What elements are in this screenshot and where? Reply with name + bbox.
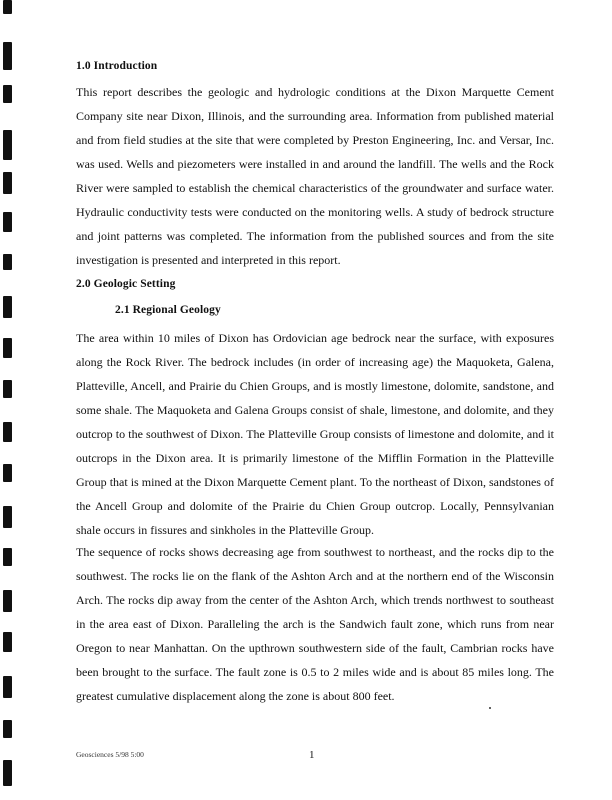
binding-hole [3,254,12,270]
intro-paragraph: This report describes the geologic and hydrologic conditions at the Dixon Marquette Cement Company site near Dixon, Illinois, and the surrounding area. Information from published material and from field studies at the site that were completed by Preston Engineering, Inc. and Versar, Inc. was used. Wells and piezometers were installed in and around the landfill. The wells and the Rock River were sampled to establish the chemical characteristics of the groundwater and surface water. Hydraulic conductivity tests were conducted on the monitoring wells. A study of bedrock structure and joint patterns was completed. The information from the published sources and from the site investigation is presented and interpreted in this report. [76,85,554,267]
binding-hole [3,632,12,652]
binding-hole [3,422,12,442]
binding-hole [3,506,12,528]
binding-hole [3,296,12,318]
binding-hole [3,338,12,358]
regional-geology-paragraph-2: The sequence of rocks shows decreasing age from southwest to northeast, and the rocks dip to the southwest. The rocks lie on the flank of the Ashton Arch and at the northern end of the Wisconsin Arch. The rocks dip away from the center of the Ashton Arch, which trends northwest to southeast in the area east of Dixon. Paralleling the arch is the Sandwich fault zone, which runs from near Oregon to near Manhattan. On the upthrown southwestern side of the fault, Cambrian rocks have been brought to the surface. The fault zone is 0.5 to 2 miles wide and is about 85 miles long. The greatest cumulative displacement along the zone is about 800 feet. [76,545,554,703]
binding-hole [3,85,12,103]
binding-hole [3,172,12,194]
regional-geology-paragraph-1: The area within 10 miles of Dixon has Ordovician age bedrock near the surface, with exposures along the Rock River. The bedrock includes (in order of increasing age) the Maquoketa, Galena, Platteville, Ancell, and Prairie du Chien Groups, and is mostly limestone, dolomite, sandstone, and some shale. The Maquoketa and Galena Groups consist of shale, limestone, and dolomite, and they outcrop to the southwest of Dixon. The Platteville Group consists of limestone and dolomite, and it outcrops in the Dixon area. It is primarily limestone of the Mifflin Formation in the Platteville Group that is mined at the Dixon Marquette Cement plant. To the northeast of Dixon, sandstones of the Ancell Group and dolomite of the Prairie du Chien Group outcrop. Locally, Pennsylvanian shale occurs in fissures and sinkholes in the Platteville Group. [76,331,554,537]
binding-hole [3,130,12,160]
binding-hole [3,464,12,482]
binding-hole [3,590,12,612]
binding-hole [3,0,12,14]
binding-hole [3,760,12,786]
binding-hole [3,212,12,232]
footer-left-text: Geosciences 5/98 5:00 [76,750,144,759]
subsection-2-1-heading: 2.1 Regional Geology [115,304,221,316]
scan-speck [489,707,491,709]
section-2-heading: 2.0 Geologic Setting [76,278,176,290]
page-number: 1 [309,749,315,761]
section-1-heading: 1.0 Introduction [76,60,158,72]
binding-hole [3,548,12,566]
binding-hole [3,380,12,398]
binding-hole [3,720,12,738]
binding-hole [3,676,12,698]
binding-hole [3,42,12,70]
binding-holes [0,0,20,800]
